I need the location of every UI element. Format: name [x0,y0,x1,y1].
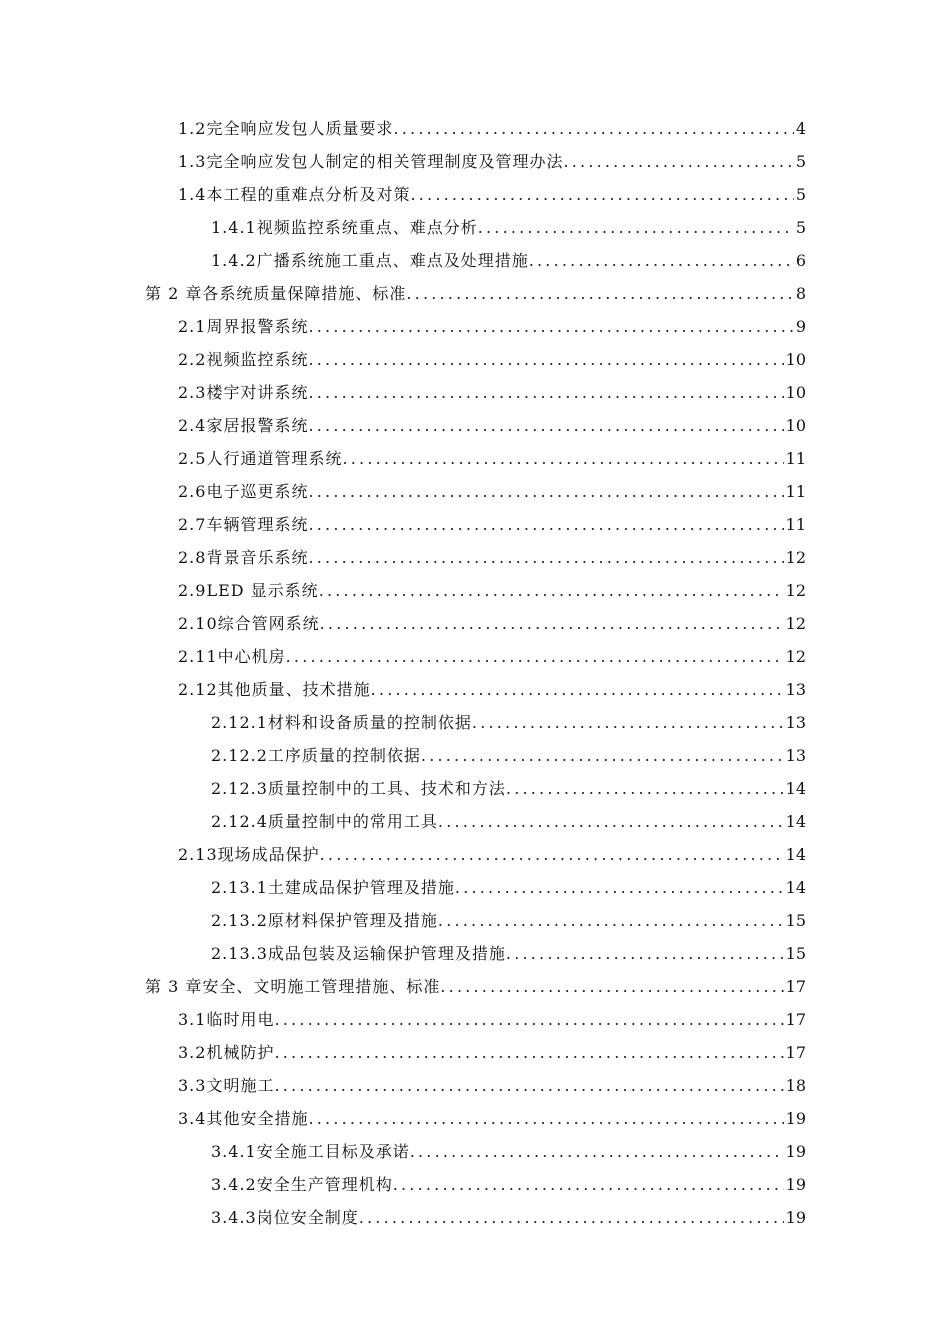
toc-entry[interactable] [178,442,806,475]
dot-leader [410,1135,784,1168]
dot-leader [506,772,784,805]
toc-entry-title: 材料和设备质量的控制依据 [267,713,472,732]
dot-leader [472,706,784,739]
toc-entry-title: 安全、文明施工管理措施、标准 [202,977,441,996]
dot-leader [308,376,783,409]
dot-leader [438,805,784,838]
toc-entry-title: 机械防护 [206,1043,275,1062]
toc-entry-page-number: 5 [795,218,806,237]
toc-entry-number: 2.4 [178,416,207,435]
toc-entry-page-number: 4 [795,119,806,138]
dot-leader [319,574,784,607]
toc-entry-title: 现场成品保护 [217,845,320,864]
toc-entry[interactable] [211,871,806,904]
toc-entry-page-number: 9 [795,317,806,336]
toc-entry-page-number: 19 [785,1175,806,1194]
toc-entry-page-number: 14 [785,812,806,831]
dot-leader [308,409,783,442]
toc-entry[interactable] [178,640,806,673]
toc-entry-title: 视频监控系统 [206,350,309,369]
dot-leader [393,112,793,145]
toc-entry-number: 2.12.3 [211,779,268,798]
dot-leader [308,1102,783,1135]
toc-entry[interactable] [211,1168,806,1201]
dot-leader [274,1003,783,1036]
toc-entry-title: 质量控制中的工具、技术和方法 [267,779,506,798]
toc-entry-title: 岗位安全制度 [256,1208,359,1227]
toc-entry[interactable] [178,574,806,607]
toc-entry-number: 2.9 [178,581,207,600]
toc-entry-number: 2.13.1 [211,878,268,897]
toc-entry-number: 3.2 [178,1043,207,1062]
toc-entry-title: 其他质量、技术措施 [217,680,371,699]
toc-entry-title: 各系统质量保障措施、标准 [202,284,407,303]
dot-leader [359,1201,784,1234]
toc-entry-number: 2.12.2 [211,746,268,765]
toc-entry-number: 2.12 [178,680,218,699]
toc-entry-page-number: 11 [785,449,806,468]
toc-entry-number: 3.4.2 [211,1175,257,1194]
toc-entry[interactable] [178,673,806,706]
toc-entry-page-number: 12 [785,581,806,600]
toc-entry-title: 电子巡更系统 [206,482,309,501]
dot-leader [393,1168,784,1201]
dot-leader [274,1069,783,1102]
dot-leader [308,508,783,541]
toc-entry[interactable] [178,178,806,211]
toc-entry-number: 2.12.1 [211,713,268,732]
toc-entry-page-number: 5 [795,152,806,171]
toc-entry-title: 文明施工 [206,1076,275,1095]
toc-entry-number: 1.4.1 [211,218,257,237]
toc-entry-page-number: 6 [795,251,806,270]
dot-leader [308,541,783,574]
toc-entry-page-number: 11 [785,515,806,534]
toc-entry[interactable] [178,145,806,178]
toc-entry[interactable] [178,1102,806,1135]
toc-entry-title: 家居报警系统 [206,416,309,435]
dot-leader [286,640,784,673]
toc-entry-title: 视频监控系统重点、难点分析 [256,218,478,237]
toc-entry-title: 工序质量的控制依据 [267,746,421,765]
toc-entry-number: 2.7 [178,515,207,534]
toc-entry-title: 成品包装及运输保护管理及措施 [267,944,506,963]
toc-entry[interactable] [211,805,806,838]
toc-entry-number: 2.6 [178,482,207,501]
toc-entry-number: 3.4.3 [211,1208,257,1227]
toc-entry-number: 第 3 章 [145,977,203,996]
toc-entry-title: 临时用电 [206,1010,275,1029]
dot-leader [478,211,794,244]
toc-entry[interactable] [178,1036,806,1069]
toc-entry[interactable] [211,1135,806,1168]
toc-entry-title: 安全施工目标及承诺 [256,1142,410,1161]
toc-entry[interactable] [178,1003,806,1036]
toc-entry-page-number: 10 [785,416,806,435]
toc-entry-page-number: 14 [785,878,806,897]
toc-entry-page-number: 18 [785,1076,806,1095]
toc-entry[interactable] [211,244,806,277]
dot-leader [455,871,784,904]
toc-entry[interactable] [178,376,806,409]
toc-entry-number: 2.13.2 [211,911,268,930]
dot-leader [438,904,784,937]
toc-entry-number: 2.13.3 [211,944,268,963]
toc-entry-title: 人行通道管理系统 [206,449,343,468]
toc-entry-page-number: 13 [785,746,806,765]
toc-entry-number: 1.2 [178,119,207,138]
toc-entry[interactable] [145,970,806,1003]
toc-entry[interactable] [211,1201,806,1234]
toc-entry-page-number: 13 [785,680,806,699]
toc-entry[interactable] [178,541,806,574]
toc-entry[interactable] [178,607,806,640]
toc-entry-number: 2.10 [178,614,218,633]
dot-leader [421,739,784,772]
dot-leader [410,178,793,211]
toc-entry-page-number: 19 [785,1109,806,1128]
toc-entry-page-number: 17 [785,1010,806,1029]
toc-entry-page-number: 14 [785,779,806,798]
dot-leader [274,1036,783,1069]
toc-entry[interactable] [211,739,806,772]
toc-entry-title: 土建成品保护管理及措施 [267,878,455,897]
toc-entry-page-number: 13 [785,713,806,732]
dot-leader [529,244,794,277]
dot-leader [563,145,793,178]
toc-entry-page-number: 17 [785,977,806,996]
dot-leader [308,310,793,343]
toc-entry[interactable] [178,310,806,343]
toc-entry-page-number: 10 [785,383,806,402]
toc-entry-page-number: 11 [785,482,806,501]
toc-entry-number: 2.13 [178,845,218,864]
toc-entry-title: 周界报警系统 [206,317,309,336]
toc-entry[interactable] [211,211,806,244]
toc-entry-page-number: 12 [785,614,806,633]
toc-entry-page-number: 19 [785,1142,806,1161]
dot-leader [406,277,793,310]
toc-entry-number: 1.3 [178,152,207,171]
toc-entry[interactable] [211,904,806,937]
toc-entry-number: 2.8 [178,548,207,567]
toc-entry-title: 车辆管理系统 [206,515,309,534]
toc-entry-number: 2.3 [178,383,207,402]
toc-entry[interactable] [178,1069,806,1102]
toc-entry-title: LED 显示系统 [206,581,319,600]
toc-entry-title: 安全生产管理机构 [256,1175,393,1194]
toc-entry-number: 2.2 [178,350,207,369]
dot-leader [371,673,784,706]
toc-entry[interactable] [178,838,806,871]
dot-leader [320,838,784,871]
toc-entry-number: 3.3 [178,1076,207,1095]
toc-entry-number: 3.4 [178,1109,207,1128]
toc-entry-number: 2.11 [178,647,218,666]
toc-entry[interactable] [178,112,806,145]
toc-entry[interactable] [178,475,806,508]
toc-entry-number: 3.1 [178,1010,207,1029]
toc-entry[interactable] [211,937,806,970]
toc-entry[interactable] [178,409,806,442]
toc-entry-number: 1.4 [178,185,207,204]
toc-entry-title: 背景音乐系统 [206,548,309,567]
toc-entry-page-number: 5 [795,185,806,204]
toc-entry[interactable] [145,277,806,310]
dot-leader [506,937,784,970]
toc-entry-page-number: 19 [785,1208,806,1227]
toc-entry-page-number: 12 [785,647,806,666]
toc-entry-number: 1.4.2 [211,251,257,270]
toc-entry-page-number: 15 [785,911,806,930]
toc-entry-page-number: 10 [785,350,806,369]
toc-entry-page-number: 17 [785,1043,806,1062]
dot-leader [308,343,783,376]
toc-entry-number: 3.4.1 [211,1142,257,1161]
dot-leader [440,970,783,1003]
toc-entry-title: 中心机房 [217,647,286,666]
toc-entry-number: 2.1 [178,317,207,336]
dot-leader [320,607,784,640]
toc-entry-page-number: 12 [785,548,806,567]
toc-entry-number: 2.5 [178,449,207,468]
toc-entry-title: 广播系统施工重点、难点及处理措施 [256,251,529,270]
toc-entry[interactable] [211,706,806,739]
toc-entry-number: 第 2 章 [145,284,203,303]
toc-entry[interactable] [178,343,806,376]
toc-entry-title: 本工程的重难点分析及对策 [206,185,411,204]
toc-entry-page-number: 15 [785,944,806,963]
toc-entry-title: 其他安全措施 [206,1109,309,1128]
toc-entry-page-number: 14 [785,845,806,864]
toc-entry-title: 完全响应发包人制定的相关管理制度及管理办法 [206,152,564,171]
toc-entry-title: 质量控制中的常用工具 [267,812,438,831]
toc-entry[interactable] [211,772,806,805]
toc-entry-title: 原材料保护管理及措施 [267,911,438,930]
toc-entry-title: 完全响应发包人质量要求 [206,119,394,138]
toc-entry-title: 楼宇对讲系统 [206,383,309,402]
toc-entry-title: 综合管网系统 [217,614,320,633]
dot-leader [308,475,783,508]
toc-entry-number: 2.12.4 [211,812,268,831]
toc-entry-page-number: 8 [795,284,806,303]
dot-leader [342,442,783,475]
toc-entry[interactable] [178,508,806,541]
